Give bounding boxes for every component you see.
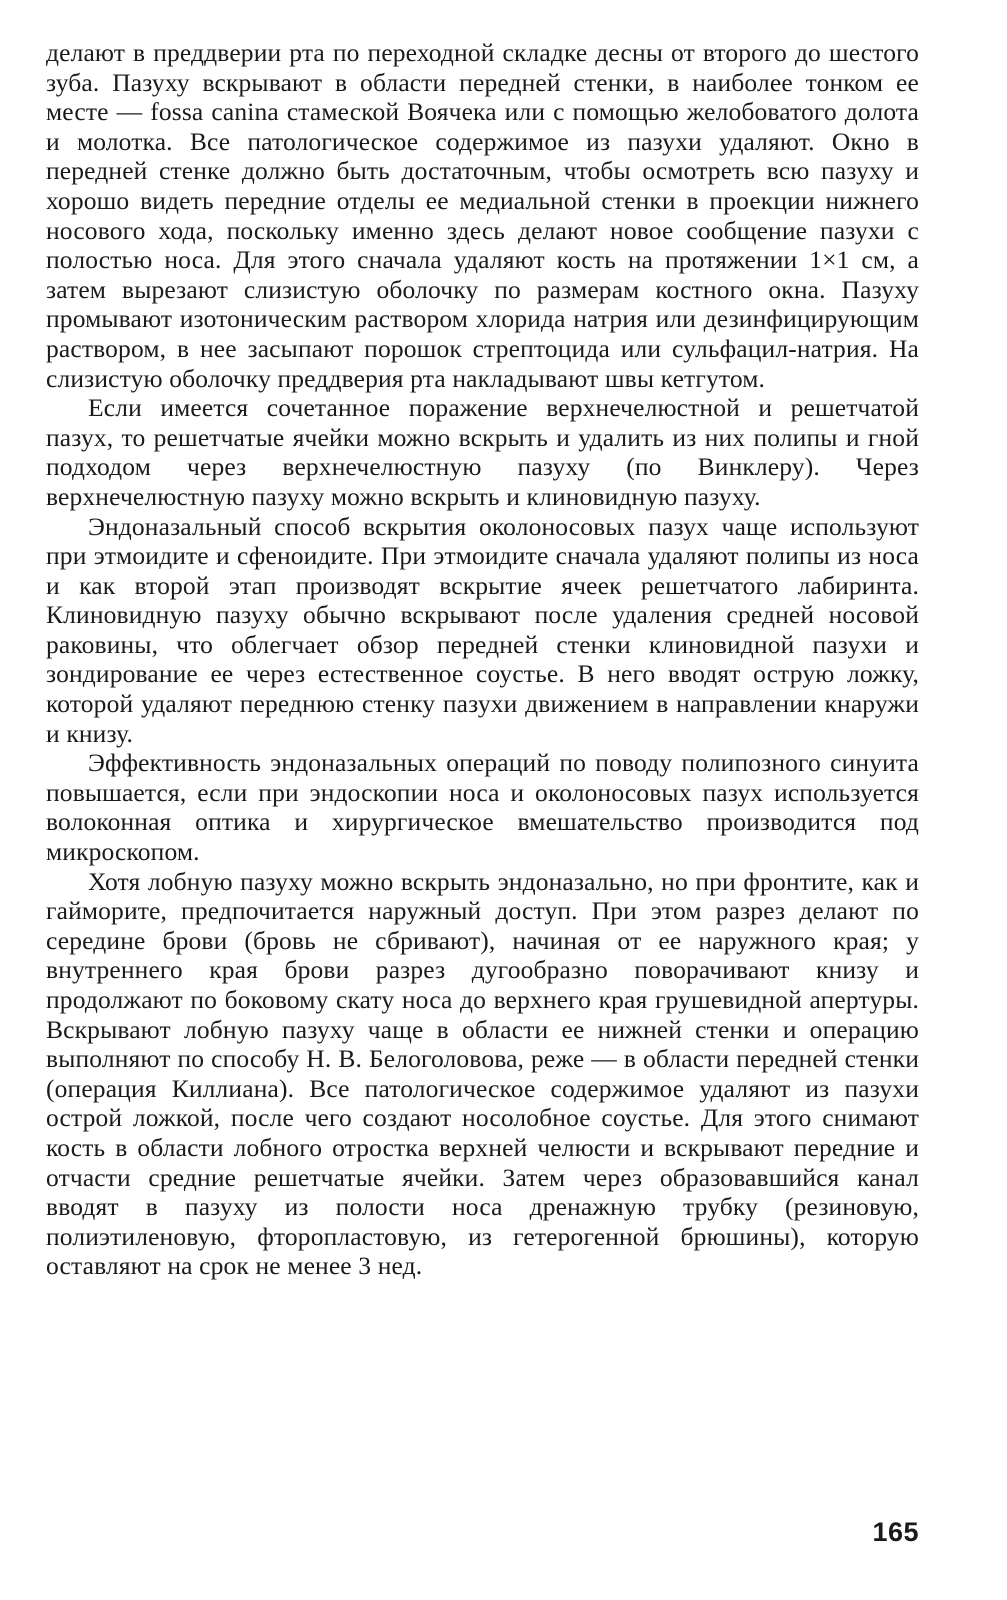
paragraph-3: Эндоназальный способ вскрытия околоносовых пазух чаще используют при этмоидите и сфеноидите. При этмоидите сначала удаляют полипы из носа и как второй этап производят вскрытие ячеек решетчатого лабиринта. Клиновидную пазуху обычно вскрывают после удаления средней носовой раковины, что облегчает обзор передней стенки клиновидной пазухи и зондирование ее через естественное соустье. В него вводят острую ложку, которой удаляют переднюю стенку пазухи движением в направлении кнаружи и книзу. [46,511,919,748]
page-number: 165 [872,1517,919,1547]
paragraph-5: Хотя лобную пазуху можно вскрыть эндоназально, но при фронтите, как и гайморите, предпочитается наружный доступ. При этом разрез делают по середине брови (бровь не сбривают), начиная от ее наружного края; у внутреннего края брови разрез дугообразно поворачивают книзу и продолжают по боковому скату носа до верхнего края грушевидной апертуры. Вскрывают лобную пазуху чаще в области ее нижней стенки и операцию выполняют по способу Н. В. Белоголовова, реже — в области передней стенки (операция Киллиана). Все патологическое содержимое удаляют из пазухи острой ложкой, после чего создают носолобное соустье. Для этого снимают кость в области лобного отростка верхней челюсти и вскрывают передние и отчасти средние решетчатые ячейки. Затем через образовавшийся канал вводят в пазуху из полости носа дренажную трубку (резиновую, полиэтиленовую, фторопластовую, из гетерогенной брюшины), которую оставляют на срок не менее 3 нед. [46,866,919,1281]
paragraph-1: делают в преддверии рта по переходной складке десны от второго до шестого зуба. Пазуху вскрывают в области передней стенки, в наиболее тонком ее месте — fossa canina стамеской Воячека или с помощью желобоватого долота и молотка. Все патологическое содержимое из пазухи удаляют. Окно в передней стенке должно быть достаточным, чтобы осмотреть всю пазуху и хорошо видеть передние отделы ее медиальной стенки в проекции нижнего носового хода, поскольку именно здесь делают новое сообщение пазухи с полостью носа. Для этого сначала удаляют кость на протяжении 1×1 см, а затем вырезают слизистую оболочку по размерам костного окна. Пазуху промывают изотоническим раствором хлорида натрия или дезинфицирующим раствором, в нее засыпают порошок стрептоцида или сульфацил-натрия. На слизистую оболочку преддверия рта накладывают швы кетгутом. [46,38,919,393]
paragraph-4: Эффективность эндоназальных операций по поводу полипозного синуита повышается, если при эндоскопии носа и околоносовых пазух используется волоконная оптика и хирургическое вмешательство производится под микроскопом. [46,748,919,867]
paragraph-2: Если имеется сочетанное поражение верхнечелюстной и решетчатой пазух, то решетчатые ячейки можно вскрыть и удалить из них полипы и гной подходом через верхнечелюстную пазуху (по Винклеру). Через верхнечелюстную пазуху можно вскрыть и клиновидную пазуху. [46,393,919,511]
document-page [46,38,919,1578]
